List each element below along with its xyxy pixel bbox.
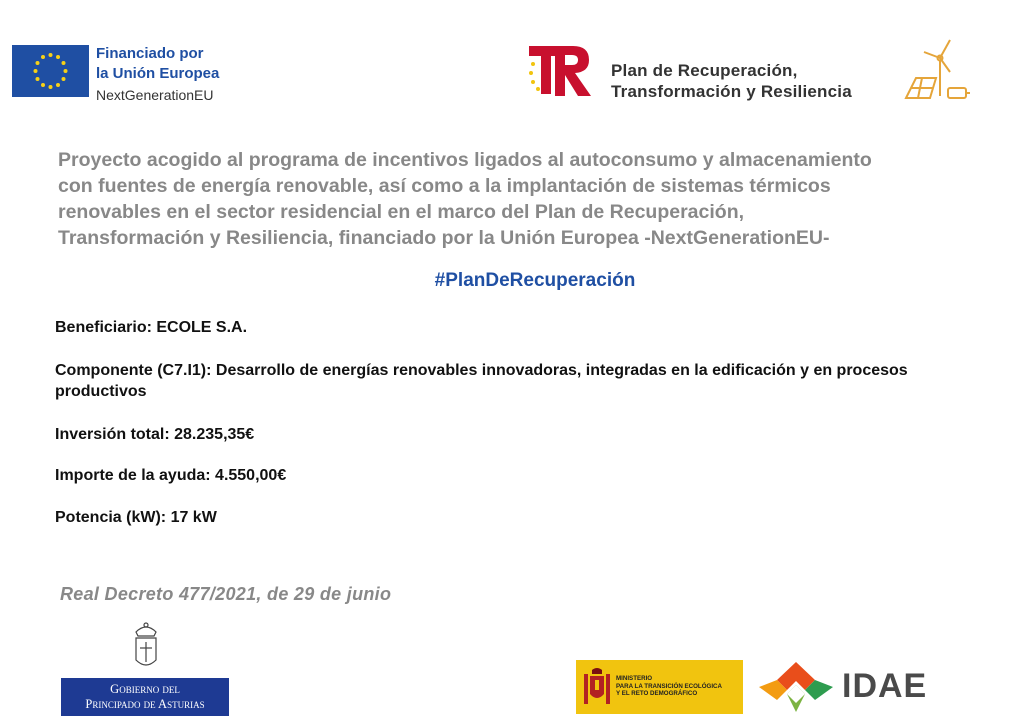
component-field: Componente (C7.I1): Desarrollo de energías renovables innovadoras, integradas en la edificación y en procesos productivos xyxy=(55,362,908,400)
ministerio-logo xyxy=(576,660,743,714)
power-field: Potencia (kW): 17 kW xyxy=(55,509,217,526)
eu-flag-icon xyxy=(12,45,89,97)
eu-line-1: Financiado por xyxy=(96,45,204,62)
hashtag: #PlanDeRecuperación xyxy=(434,270,636,291)
eu-funding-label xyxy=(96,44,246,105)
prtr-line-1: Plan de Recuperación, xyxy=(611,61,798,80)
investment-field: Inversión total: 28.235,35€ xyxy=(55,426,255,443)
asturias-government-logo xyxy=(61,678,229,716)
eu-line-2: la Unión Europea xyxy=(96,65,220,82)
prtr-line-2: Transformación y Resiliencia xyxy=(611,82,852,101)
aid-amount-field: Importe de la ayuda: 4.550,00€ xyxy=(55,467,287,484)
idae-logo-icon xyxy=(757,658,835,716)
asturias-crest-icon xyxy=(130,620,162,672)
spain-crest-icon xyxy=(582,666,612,708)
description-line-3: renovables en el sector residencial en el marco del Plan de Recuperación, xyxy=(58,201,745,223)
beneficiary-field: Beneficiario: ECOLE S.A. xyxy=(55,319,248,336)
description-line-1: Proyecto acogido al programa de incentivos ligados al autoconsumo y almacenamiento xyxy=(58,149,872,171)
prtr-logo-icon xyxy=(527,42,597,100)
description-line-4: Transformación y Resiliencia, financiado por la Unión Europea -NextGenerationEU- xyxy=(58,227,830,249)
decree-reference: Real Decreto 477/2021, de 29 de junio xyxy=(60,584,392,604)
asturias-line-2: Principado de Asturias xyxy=(85,697,205,711)
ministerio-label xyxy=(616,675,741,698)
ministerio-line-1: MINISTERIO xyxy=(616,675,653,682)
idae-label: IDAE xyxy=(842,667,928,705)
description-line-2: con fuentes de energía renovable, así como a la implantación de sistemas térmicos xyxy=(58,175,831,197)
asturias-line-1: Gobierno del xyxy=(110,682,180,696)
eu-line-3: NextGenerationEU xyxy=(96,87,214,103)
solar-wind-icon xyxy=(902,38,972,104)
program-description xyxy=(58,147,974,251)
ministerio-line-2: PARA LA TRANSICIÓN ECOLÓGICA xyxy=(616,682,722,690)
prtr-label xyxy=(611,60,881,102)
ministerio-line-3: Y EL RETO DEMOGRÁFICO xyxy=(616,690,698,697)
